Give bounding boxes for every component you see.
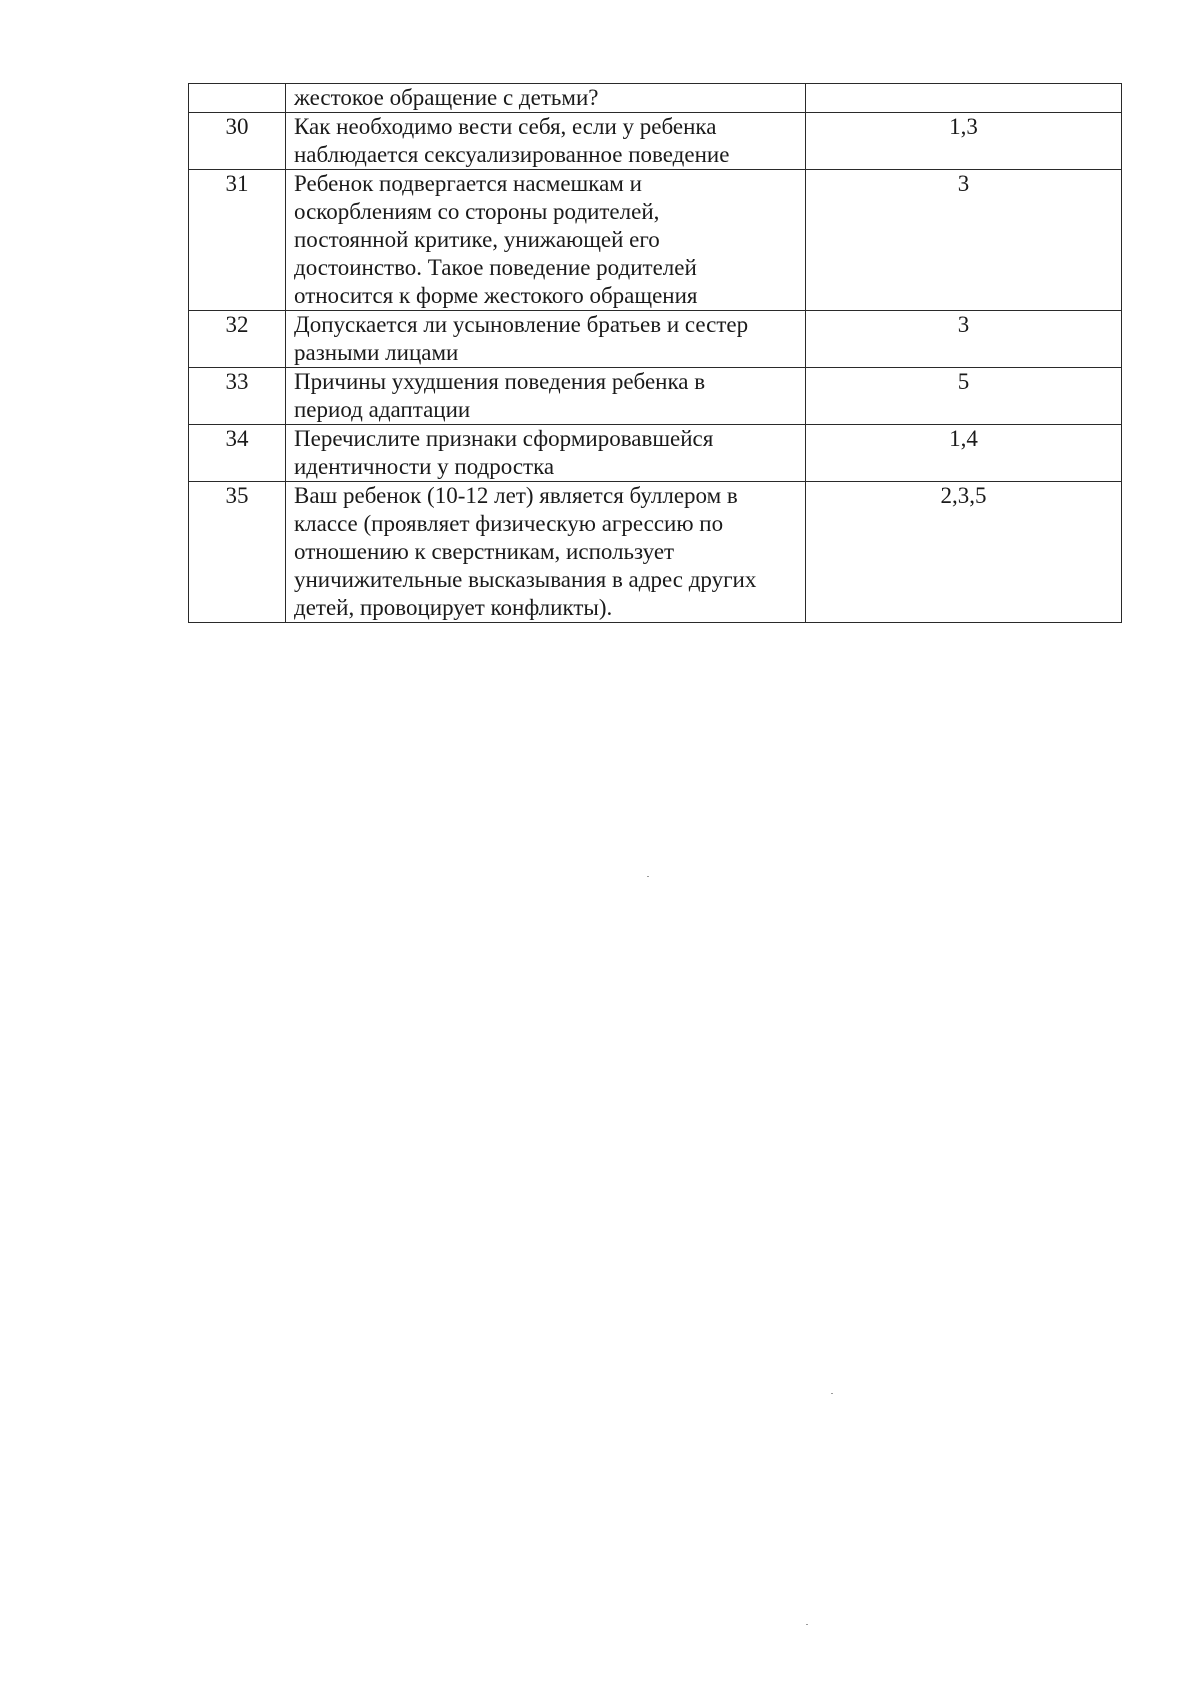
answer-key: 1,3 (806, 113, 1122, 170)
question-number: 30 (189, 113, 286, 170)
table-row (189, 425, 1122, 482)
answer-key: 2,3,5 (806, 482, 1122, 623)
question-text: Перечислите признаки сформировавшейся идентичности у подростка (286, 425, 806, 482)
table-row (189, 113, 1122, 170)
scan-speck (647, 876, 649, 877)
table-row (189, 170, 1122, 311)
question-text: Ваш ребенок (10-12 лет) является буллером в классе (проявляет физическую агрессию по отношению к сверстникам, использует уничижительные высказывания в адрес других детей, провоцирует конфликты). (286, 482, 806, 623)
question-number: 33 (189, 368, 286, 425)
question-number: 34 (189, 425, 286, 482)
question-number (189, 84, 286, 113)
table-row (189, 84, 1122, 113)
question-text: Ребенок подвергается насмешкам и оскорблениям со стороны родителей, постоянной критике, унижающей его достоинство. Такое поведение родителей относится к форме жестокого обращения (286, 170, 806, 311)
question-number: 35 (189, 482, 286, 623)
answers-table (188, 83, 1122, 623)
question-text: Причины ухудшения поведения ребенка в период адаптации (286, 368, 806, 425)
answer-key: 5 (806, 368, 1122, 425)
answer-key: 3 (806, 311, 1122, 368)
table-row (189, 311, 1122, 368)
scan-speck (831, 1393, 833, 1394)
question-number: 31 (189, 170, 286, 311)
table-row (189, 368, 1122, 425)
answer-key (806, 84, 1122, 113)
answer-key: 1,4 (806, 425, 1122, 482)
table-row (189, 482, 1122, 623)
answer-key: 3 (806, 170, 1122, 311)
question-text: Как необходимо вести себя, если у ребенка наблюдается сексуализированное поведение (286, 113, 806, 170)
question-text: жестокое обращение с детьми? (286, 84, 806, 113)
question-text: Допускается ли усыновление братьев и сестер разными лицами (286, 311, 806, 368)
question-number: 32 (189, 311, 286, 368)
scan-speck (806, 1624, 808, 1625)
